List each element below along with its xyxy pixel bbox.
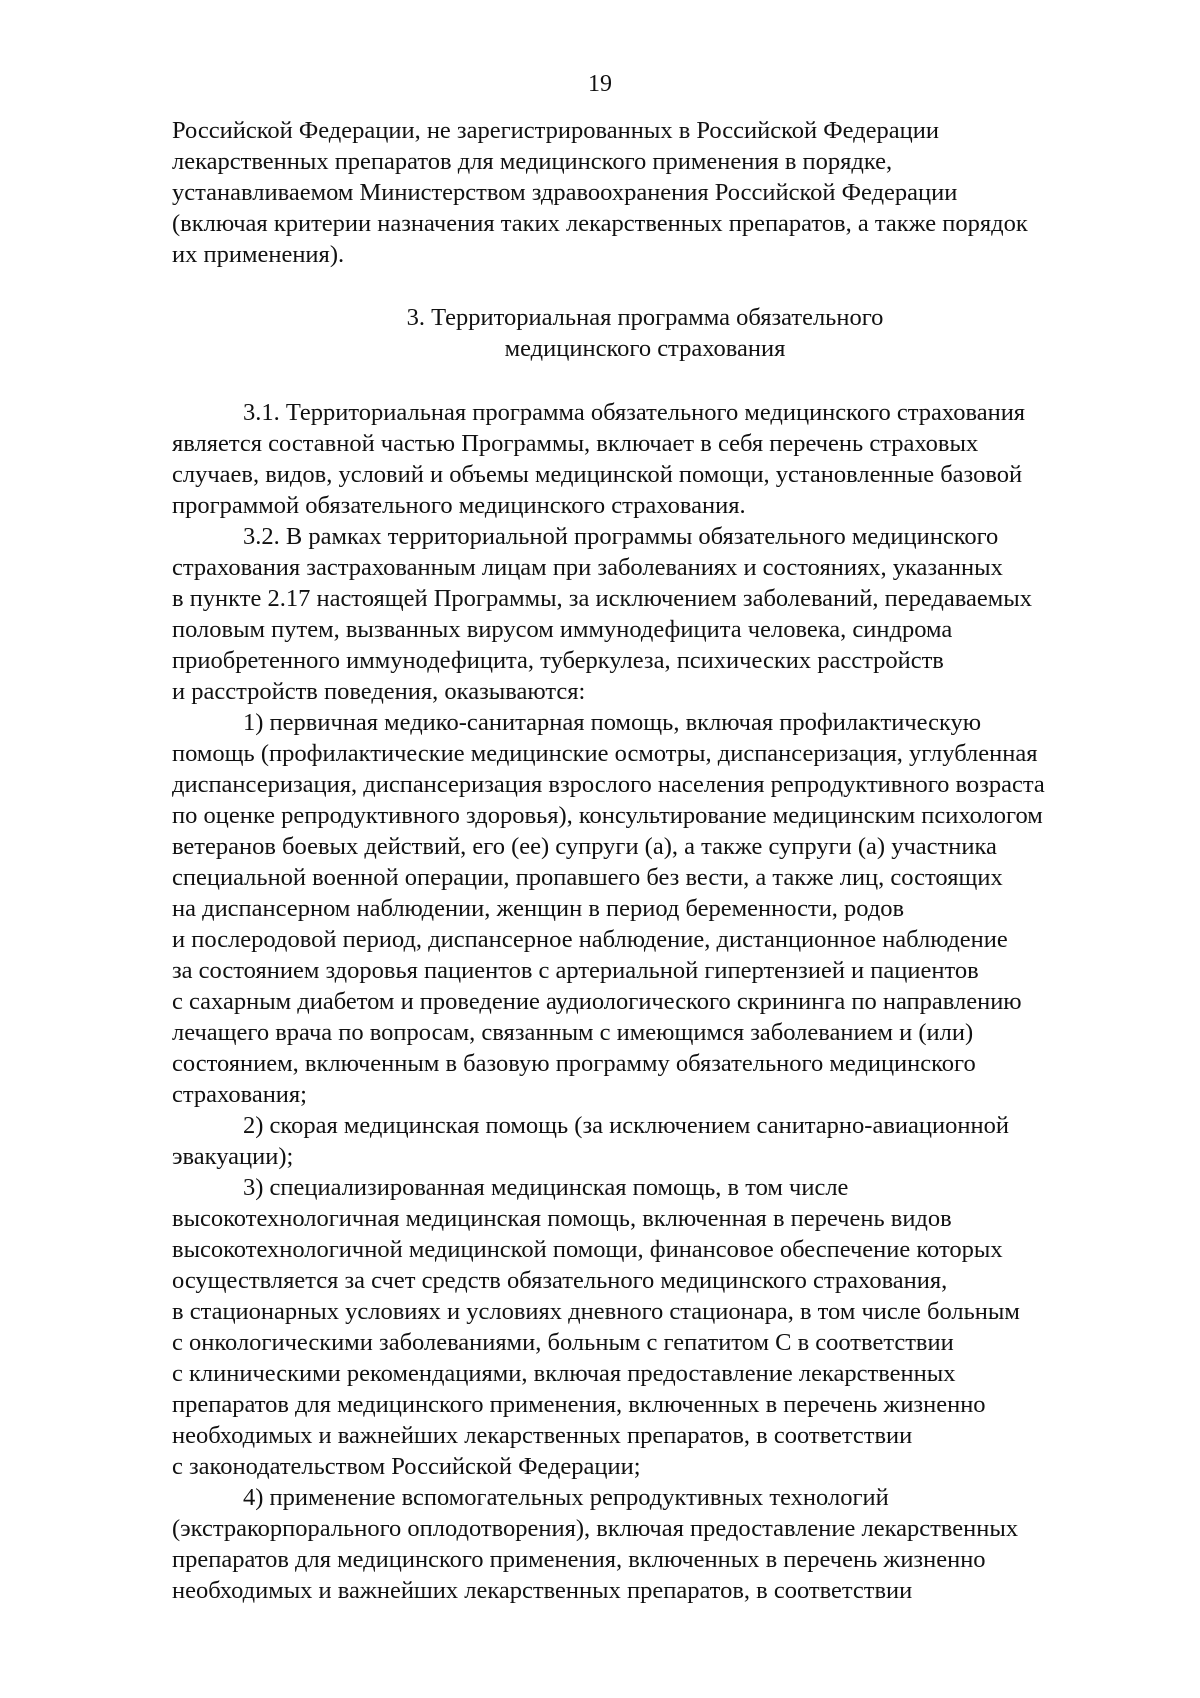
text-line: специальной военной операции, пропавшего без вести, а также лиц, состоящих	[172, 864, 1003, 891]
list-item-1	[172, 707, 1118, 1110]
text-line: и расстройств поведения, оказываются:	[172, 678, 586, 705]
text-line: половым путем, вызванных вирусом иммунодефицита человека, синдрома	[172, 616, 953, 643]
text-line: с клиническими рекомендациями, включая предоставление лекарственных	[172, 1360, 956, 1387]
text-line: в пункте 2.17 настоящей Программы, за исключением заболеваний, передаваемых	[172, 585, 1032, 612]
text-line: помощь (профилактические медицинские осмотры, диспансеризация, углубленная	[172, 740, 1038, 767]
text-line: приобретенного иммунодефицита, туберкулеза, психических расстройств	[172, 647, 944, 674]
heading-line: 3. Территориальная программа обязательного	[406, 304, 884, 331]
heading-line: медицинского страхования	[504, 335, 786, 362]
list-item-2	[172, 1110, 1118, 1172]
text-line: случаев, видов, условий и объемы медицинской помощи, установленные базовой	[172, 461, 1023, 488]
text-line: на диспансерном наблюдении, женщин в период беременности, родов	[172, 895, 905, 922]
text-line: препаратов для медицинского применения, включенных в перечень жизненно	[172, 1391, 986, 1418]
text-line: устанавливаемом Министерством здравоохранения Российской Федерации	[172, 179, 958, 206]
text-line: 3.2. В рамках территориальной программы обязательного медицинского	[243, 523, 999, 550]
text-line: Российской Федерации, не зарегистрированных в Российской Федерации	[172, 117, 939, 144]
paragraph-3-1	[172, 397, 1118, 521]
text-line: с сахарным диабетом и проведение аудиологического скрининга по направлению	[172, 988, 1022, 1015]
document-body	[172, 115, 1118, 1606]
text-line: 3) специализированная медицинская помощь, в том числе	[243, 1174, 849, 1201]
text-line: с онкологическими заболеваниями, больным с гепатитом С в соответствии	[172, 1329, 954, 1356]
text-line: программой обязательного медицинского страхования.	[172, 492, 746, 519]
text-line: высокотехнологичная медицинская помощь, включенная в перечень видов	[172, 1205, 952, 1232]
text-line: 1) первичная медико-санитарная помощь, включая профилактическую	[243, 709, 982, 736]
text-line: является составной частью Программы, включает в себя перечень страховых	[172, 430, 979, 457]
text-line: 4) применение вспомогательных репродуктивных технологий	[243, 1484, 889, 1511]
text-line: необходимых и важнейших лекарственных препаратов, в соответствии	[172, 1422, 913, 1449]
section-heading	[172, 302, 1118, 364]
text-line: страхования застрахованным лицам при заболеваниях и состояниях, указанных	[172, 554, 1003, 581]
list-item-4	[172, 1482, 1118, 1606]
text-line: препаратов для медицинского применения, включенных в перечень жизненно	[172, 1546, 986, 1573]
text-line: их применения).	[172, 241, 345, 268]
text-line: 2) скорая медицинская помощь (за исключением санитарно-авиационной	[243, 1112, 1009, 1139]
intro-paragraph	[172, 115, 1118, 270]
text-line: (экстракорпорального оплодотворения), включая предоставление лекарственных	[172, 1515, 1019, 1542]
text-line: в стационарных условиях и условиях дневного стационара, в том числе больным	[172, 1298, 1020, 1325]
text-line: 3.1. Территориальная программа обязательного медицинского страхования	[243, 399, 1026, 426]
list-item-3	[172, 1172, 1118, 1482]
text-line: (включая критерии назначения таких лекарственных препаратов, а также порядок	[172, 210, 1028, 237]
text-line: высокотехнологичной медицинской помощи, финансовое обеспечение которых	[172, 1236, 1003, 1263]
text-line: с законодательством Российской Федерации;	[172, 1453, 641, 1480]
text-line: лечащего врача по вопросам, связанным с имеющимся заболеванием и (или)	[172, 1019, 974, 1046]
paragraph-3-2	[172, 521, 1118, 707]
text-line: страхования;	[172, 1081, 307, 1108]
text-line: эвакуации);	[172, 1143, 294, 1170]
page-number: 19	[588, 71, 612, 97]
text-line: диспансеризация, диспансеризация взрослого населения репродуктивного возраста	[172, 771, 1045, 798]
text-line: состоянием, включенным в базовую программу обязательного медицинского	[172, 1050, 976, 1077]
text-line: и послеродовой период, диспансерное наблюдение, дистанционное наблюдение	[172, 926, 1008, 953]
text-line: по оценке репродуктивного здоровья), консультирование медицинским психологом	[172, 802, 1043, 829]
text-line: ветеранов боевых действий, его (ее) супруги (а), а также супруги (а) участника	[172, 833, 997, 860]
text-line: лекарственных препаратов для медицинского применения в порядке,	[172, 148, 893, 175]
text-line: за состоянием здоровья пациентов с артериальной гипертензией и пациентов	[172, 957, 979, 984]
text-line: осуществляется за счет средств обязательного медицинского страхования,	[172, 1267, 948, 1294]
text-line: необходимых и важнейших лекарственных препаратов, в соответствии	[172, 1577, 913, 1604]
